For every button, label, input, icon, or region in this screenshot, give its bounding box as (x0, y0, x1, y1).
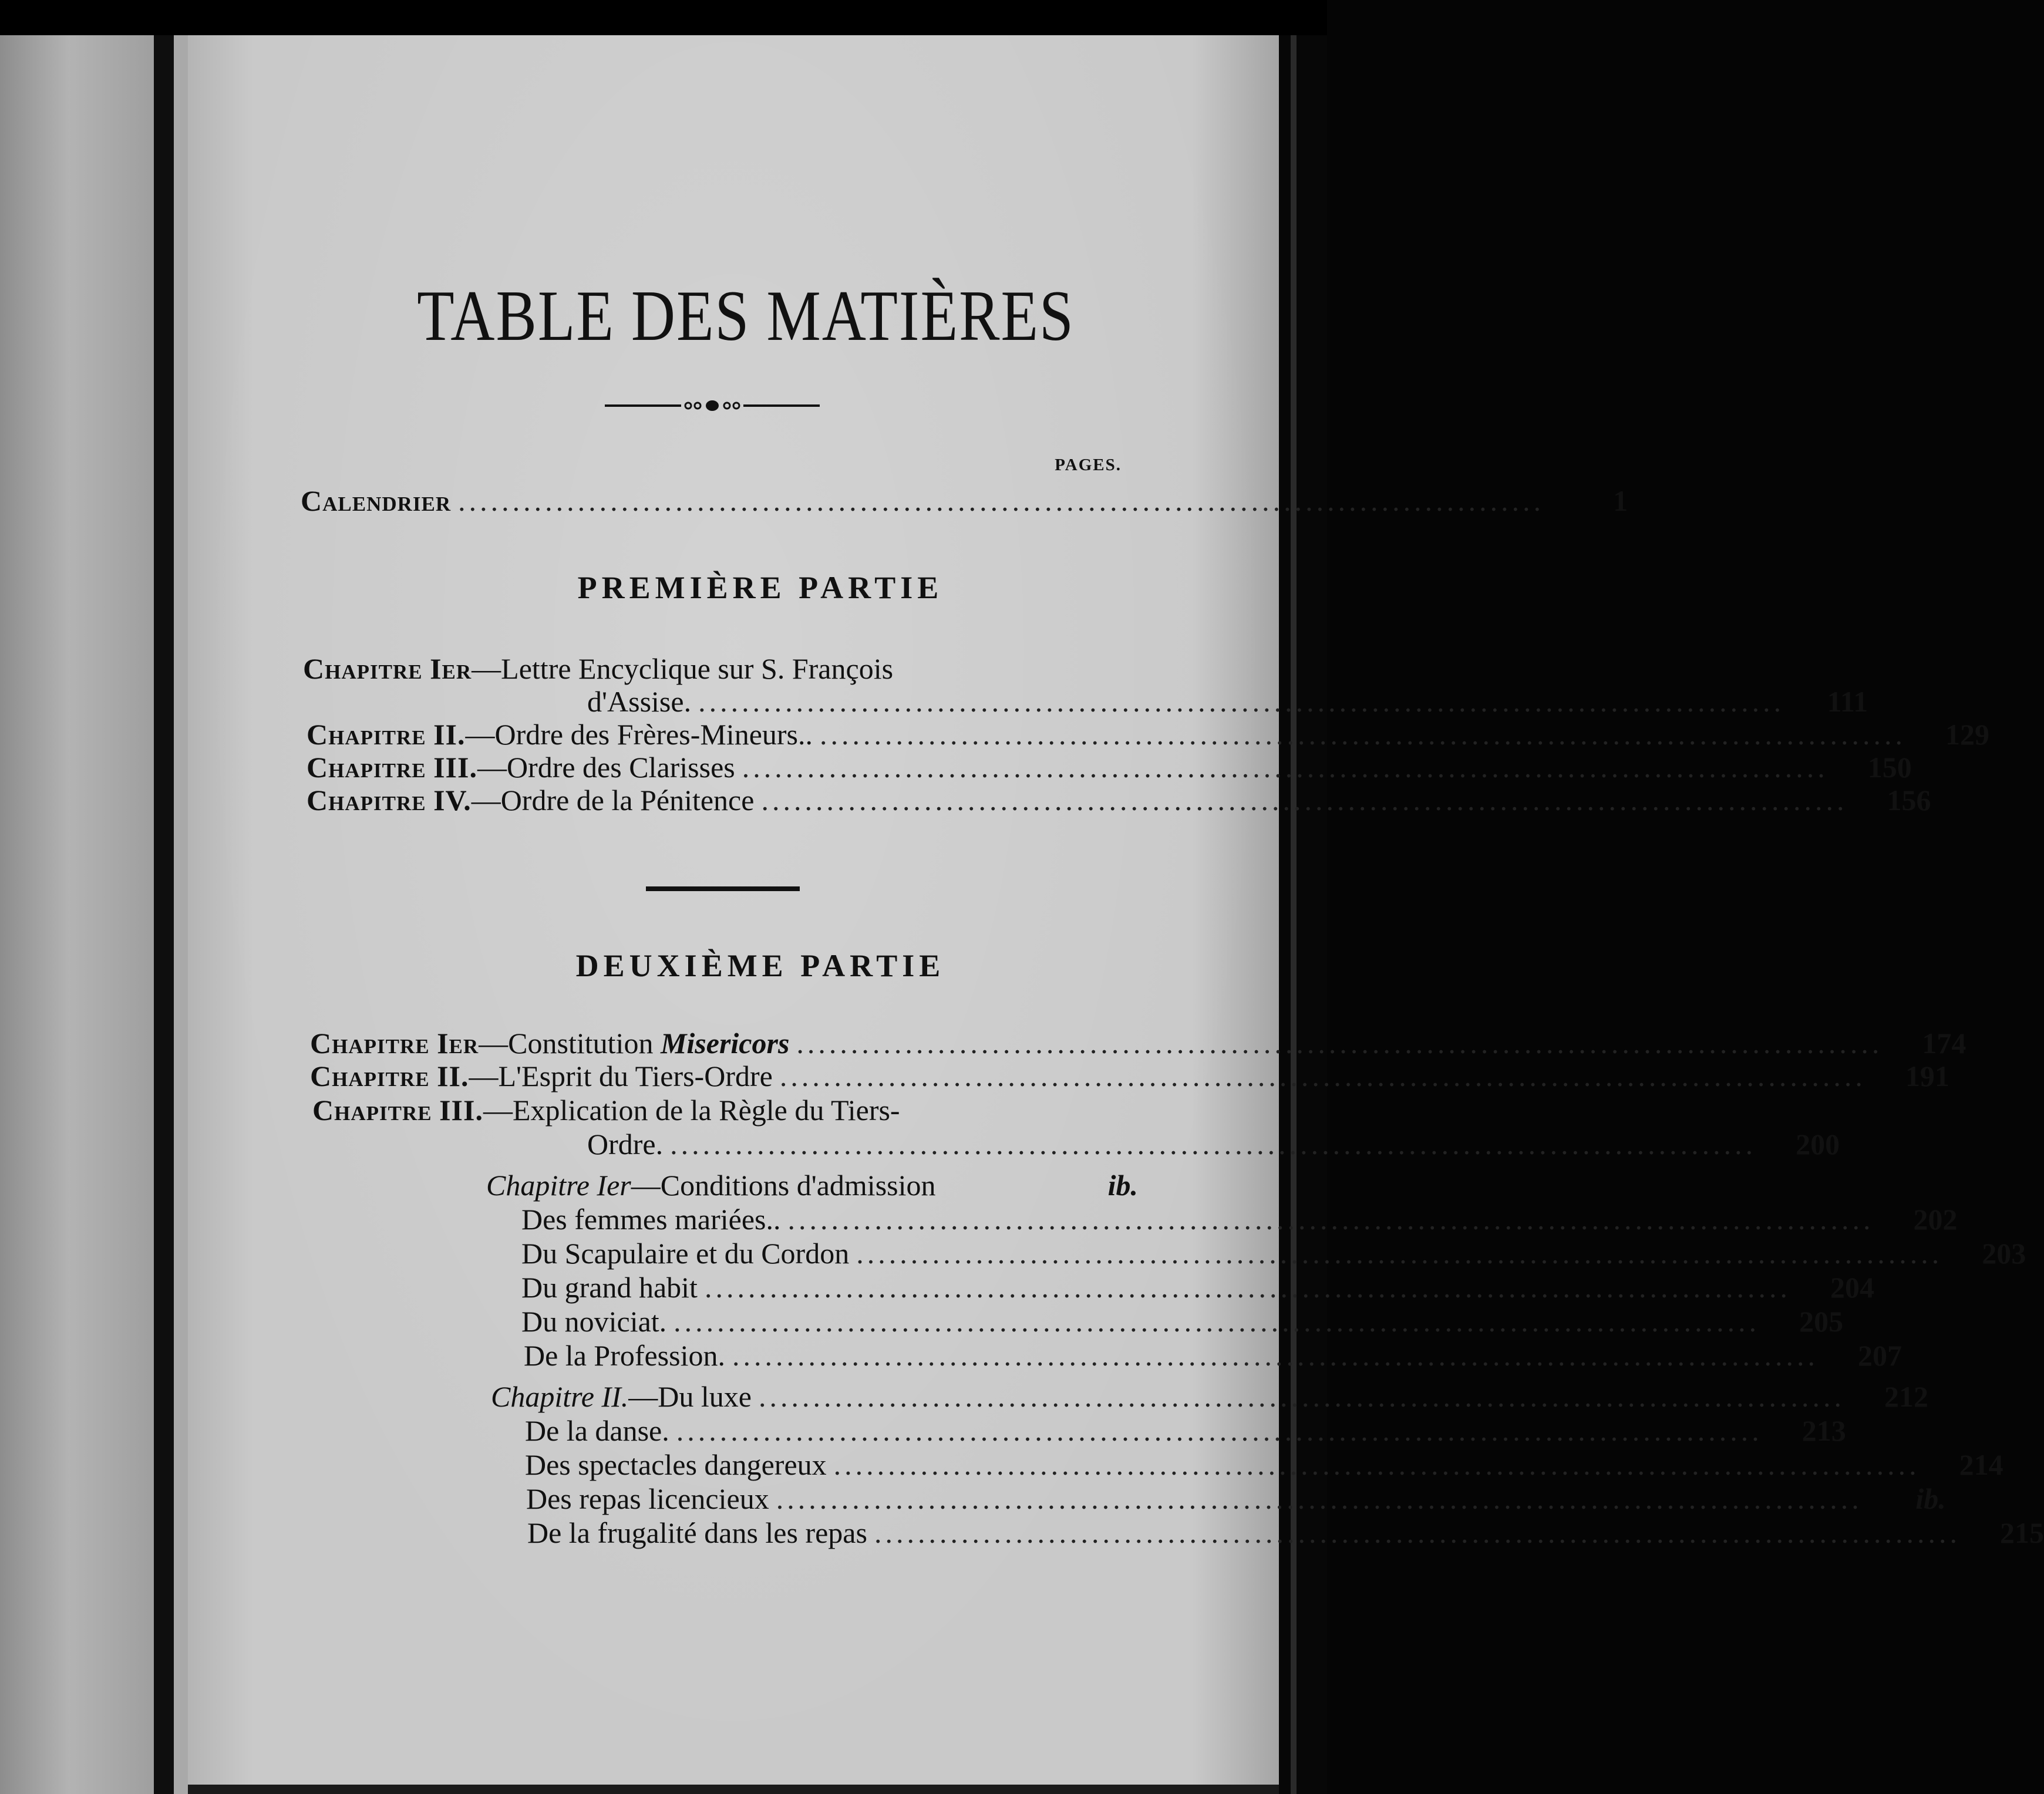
chapter-label: Chapitre (310, 1060, 430, 1092)
subchapter-label: Chapitre Ier (486, 1169, 631, 1202)
dot-leader: .................................................................................................... (820, 718, 1907, 751)
chapter-label: Chapitre (310, 1027, 430, 1060)
dot-leader: .................................................................................................... (698, 685, 1785, 718)
toc-entry-continuation (587, 1127, 1840, 1161)
chapter-label: Chapitre (307, 718, 426, 751)
toc-subentry (525, 1414, 1846, 1448)
toc-entry (310, 1059, 1949, 1093)
subentry-title: Des femmes mariées.. (521, 1203, 781, 1236)
page-gutter (174, 35, 188, 1794)
subchapter-heading (486, 1168, 1138, 1202)
scan-border-top (0, 0, 1327, 35)
pages-column-header: PAGES. (1055, 456, 1122, 474)
chapter-title: —Lettre Encyclique sur S. François (472, 652, 894, 685)
toc-page-number: 215 (1999, 1516, 2044, 1549)
dot-leader: .................................................................................................... (779, 1060, 1866, 1092)
toc-subentry (525, 1448, 2003, 1482)
dot-leader: .................................................................................................... (670, 1128, 1757, 1161)
toc-page-number: 203 (1982, 1237, 2026, 1270)
toc-page-number: 111 (1827, 685, 1868, 718)
subentry-title: De la frugalité dans les repas (527, 1516, 867, 1549)
toc-page-number: 156 (1887, 784, 1931, 817)
subentry-title: De la danse. (525, 1414, 669, 1447)
facing-page-edge (0, 35, 154, 1794)
dot-leader: .................................................................................................... (787, 1203, 1874, 1236)
toc-page-number: 150 (1867, 751, 1912, 784)
toc-entry-continuation (587, 684, 1868, 719)
toc-page-number: 174 (1922, 1027, 1966, 1060)
dot-leader: .................................................................................................... (761, 784, 1848, 817)
toc-entry-calendar (301, 484, 1628, 518)
toc-subentry (521, 1236, 2026, 1270)
chapter-label: Chapitre (303, 652, 423, 685)
subchapter-heading (491, 1380, 1928, 1414)
part-heading-1: PREMIÈRE PARTIE (577, 570, 944, 605)
dot-leader: .................................................................................................... (758, 1380, 1845, 1413)
page-title: TABLE DES MATIÈRES (417, 276, 1075, 356)
dot-leader: .................................................................................................... (796, 1027, 1883, 1060)
toc-entry (307, 783, 1931, 817)
subchapter-title: —Conditions d'admission (631, 1169, 936, 1202)
toc-page-number: 1 (1613, 484, 1628, 517)
chapter-number: II. (437, 1060, 469, 1092)
subentry-title: Des spectacles dangereux (525, 1448, 827, 1481)
toc-subentry (524, 1338, 1902, 1373)
toc-subentry (521, 1304, 1844, 1338)
chapter-label: Chapitre (307, 784, 426, 817)
toc-entry (307, 750, 1912, 784)
part-heading-2: DEUXIÈME PARTIE (575, 948, 945, 983)
toc-subentry (526, 1482, 1946, 1516)
toc-page-number: 207 (1858, 1339, 1902, 1372)
toc-page-number: 214 (1959, 1448, 2003, 1481)
toc-page-number: ib. (1107, 1169, 1138, 1202)
dot-leader: .................................................................................................... (874, 1516, 1961, 1549)
title-ornament (605, 397, 820, 414)
chapter-title: —Ordre des Clarisses (477, 751, 735, 784)
toc-entry (312, 1093, 1134, 1127)
chapter-title: —L'Esprit du Tiers-Ordre (469, 1060, 773, 1092)
book-spine-shadow (154, 35, 174, 1794)
toc-page-number: 200 (1796, 1128, 1840, 1161)
dot-leader: .................................................................................................... (704, 1271, 1791, 1304)
dot-leader: .................................................................................................... (856, 1237, 1943, 1270)
chapter-title: —Ordre des Frères-Mineurs.. (465, 718, 813, 751)
subchapter-label: Chapitre II. (491, 1380, 629, 1413)
dot-leader: .................................................................................................... (742, 751, 1829, 784)
chapter-number: IV. (433, 784, 472, 817)
subentry-title: Du noviciat. (521, 1305, 667, 1338)
chapter-title: —Constitution (479, 1027, 661, 1060)
toc-page-number: 204 (1830, 1271, 1874, 1304)
subchapter-title: —Du luxe (628, 1380, 752, 1413)
chapter-number: II. (433, 718, 466, 751)
toc-entry-label: Calendrier (301, 484, 452, 517)
toc-page-number: 213 (1801, 1414, 1846, 1447)
chapter-title: —Explication de la Règle du Tiers- (483, 1094, 900, 1127)
subentry-title: Du Scapulaire et du Cordon (521, 1237, 850, 1270)
toc-subentry (521, 1270, 1874, 1304)
dot-leader: .................................................................................................... (674, 1305, 1760, 1338)
dot-leader: .................................................................................................... (732, 1339, 1819, 1372)
chapter-number: III. (439, 1094, 483, 1127)
chapter-label: Chapitre (307, 751, 426, 784)
toc-page-number: ib. (1915, 1482, 1946, 1515)
subentry-title: Du grand habit (521, 1271, 698, 1304)
toc-page-number: 129 (1945, 718, 1990, 751)
chapter-number: Ier (437, 1027, 479, 1060)
toc-page-number: 205 (1799, 1305, 1844, 1338)
chapter-number: Ier (430, 652, 472, 685)
subentry-title: Des repas licencieux (526, 1482, 769, 1515)
chapter-number: III. (433, 751, 477, 784)
dot-leader: .................................................................................................... (833, 1448, 1920, 1481)
dot-leader: .................................................................................................... (458, 484, 1545, 517)
subentry-title: De la Profession. (524, 1339, 725, 1372)
toc-subentry (527, 1516, 2044, 1550)
scan-border-bottom (188, 1785, 1279, 1794)
toc-page-number: 212 (1884, 1380, 1928, 1413)
toc-page-number: 191 (1905, 1060, 1949, 1092)
toc-entry (307, 717, 1990, 751)
chapter-title: —Ordre de la Pénitence (471, 784, 755, 817)
toc-entry (310, 1026, 1966, 1060)
toc-subentry (521, 1202, 1958, 1236)
chapter-title-continuation: d'Assise. (587, 685, 692, 718)
section-separator (646, 886, 800, 891)
dot-leader: .................................................................................................... (676, 1414, 1763, 1447)
chapter-label: Chapitre (312, 1094, 432, 1127)
chapter-title-italic: Misericors (660, 1027, 790, 1060)
chapter-title-continuation: Ordre. (587, 1128, 664, 1161)
toc-page-number: 202 (1913, 1203, 1958, 1236)
dot-leader: .................................................................................................... (776, 1482, 1863, 1515)
toc-entry (303, 652, 1066, 686)
